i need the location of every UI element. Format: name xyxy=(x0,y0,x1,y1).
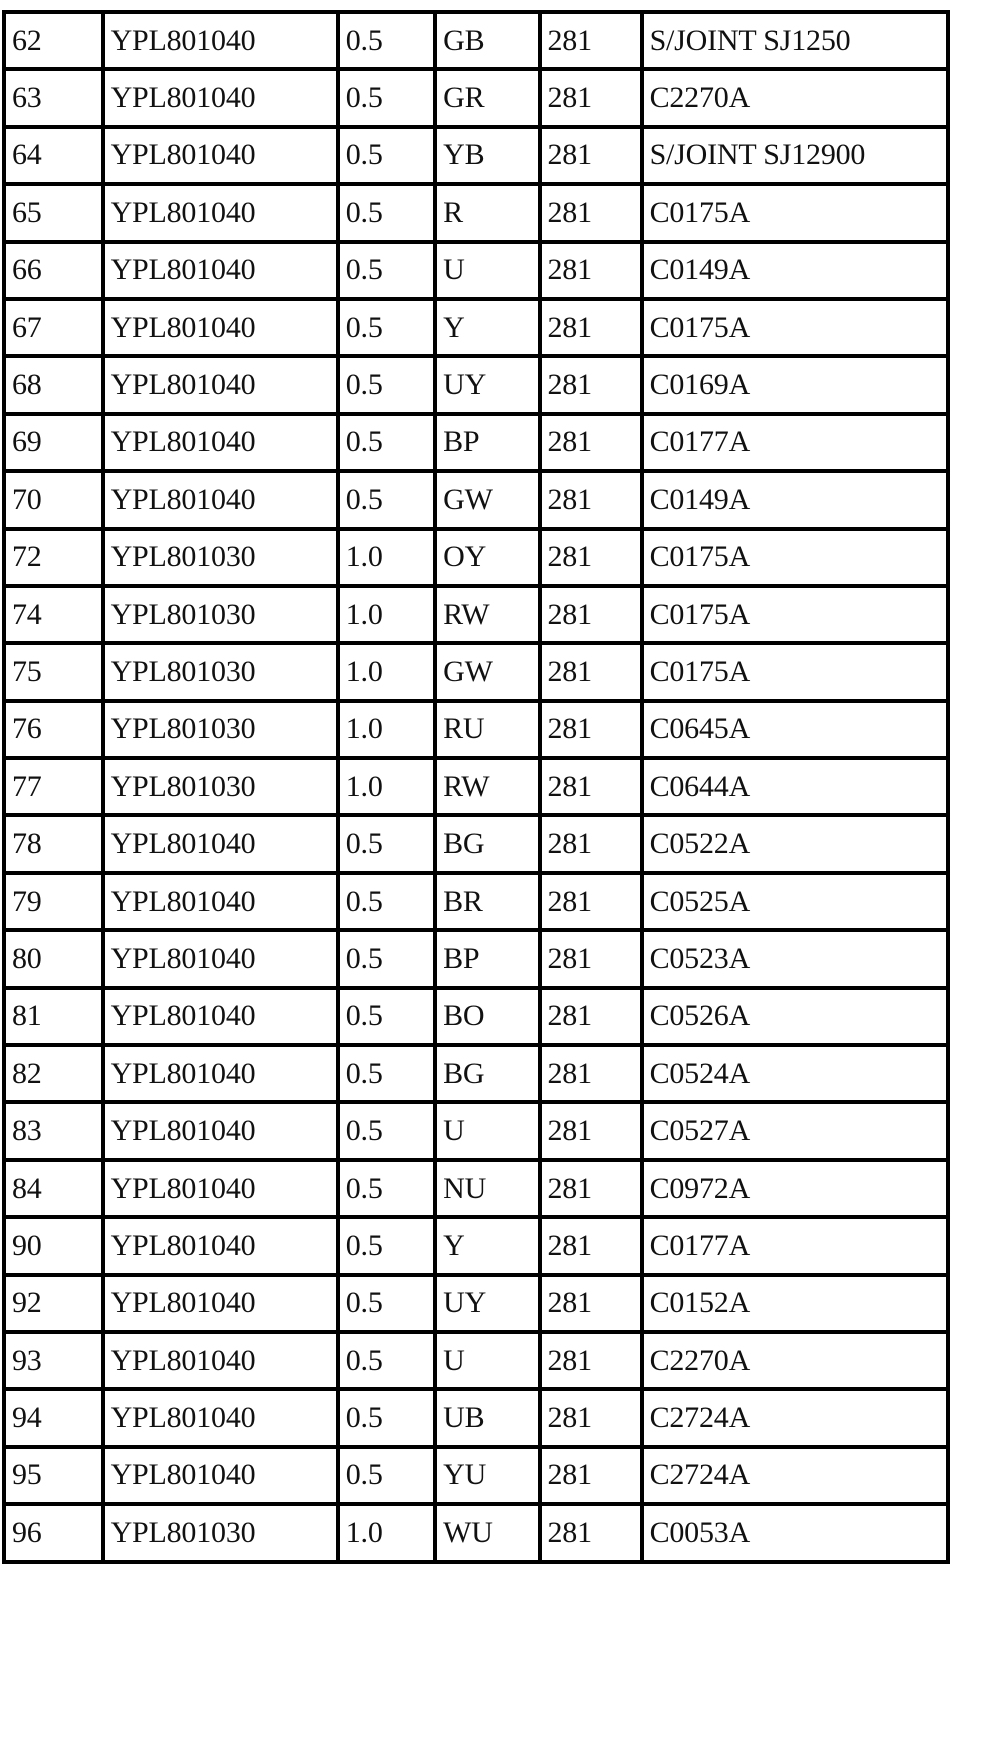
part-number-cell: YPL801040 xyxy=(105,186,336,239)
connector-cell: C2724A xyxy=(644,1391,946,1444)
connector-cell: C0645A xyxy=(644,703,946,756)
size-cell: 0.5 xyxy=(340,1219,433,1272)
table-row xyxy=(6,703,946,756)
color-cell: BR xyxy=(437,875,537,928)
connector-cell: C0175A xyxy=(644,645,946,698)
connector-cell: C0177A xyxy=(644,1219,946,1272)
table-row xyxy=(6,1219,946,1272)
table-row xyxy=(6,244,946,297)
code-cell: 281 xyxy=(542,1277,640,1330)
color-cell: GR xyxy=(437,71,537,124)
size-cell: 0.5 xyxy=(340,1334,433,1387)
color-cell: R xyxy=(437,186,537,239)
code-cell: 281 xyxy=(542,817,640,870)
part-number-cell: YPL801040 xyxy=(105,244,336,297)
wire-number-cell: 90 xyxy=(6,1219,101,1272)
connector-cell: C0523A xyxy=(644,932,946,985)
color-cell: RW xyxy=(437,760,537,813)
size-cell: 0.5 xyxy=(340,71,433,124)
size-cell: 0.5 xyxy=(340,244,433,297)
color-cell: BG xyxy=(437,1047,537,1100)
color-cell: RW xyxy=(437,588,537,641)
color-cell: YU xyxy=(437,1449,537,1502)
size-cell: 0.5 xyxy=(340,817,433,870)
connector-cell: C0053A xyxy=(644,1506,946,1559)
wire-number-cell: 94 xyxy=(6,1391,101,1444)
size-cell: 0.5 xyxy=(340,186,433,239)
table-row xyxy=(6,990,946,1043)
code-cell: 281 xyxy=(542,1104,640,1157)
color-cell: GW xyxy=(437,645,537,698)
table-row xyxy=(6,1104,946,1157)
size-cell: 0.5 xyxy=(340,1391,433,1444)
wire-number-cell: 64 xyxy=(6,129,101,182)
code-cell: 281 xyxy=(542,932,640,985)
table-row xyxy=(6,1277,946,1330)
part-number-cell: YPL801040 xyxy=(105,129,336,182)
size-cell: 0.5 xyxy=(340,1449,433,1502)
code-cell: 281 xyxy=(542,129,640,182)
code-cell: 281 xyxy=(542,244,640,297)
color-cell: BP xyxy=(437,932,537,985)
connector-cell: C0169A xyxy=(644,358,946,411)
color-cell: Y xyxy=(437,1219,537,1272)
table-row xyxy=(6,1391,946,1444)
connector-cell: C0644A xyxy=(644,760,946,813)
size-cell: 0.5 xyxy=(340,358,433,411)
color-cell: UY xyxy=(437,358,537,411)
color-cell: U xyxy=(437,1104,537,1157)
code-cell: 281 xyxy=(542,358,640,411)
wire-number-cell: 65 xyxy=(6,186,101,239)
wire-number-cell: 95 xyxy=(6,1449,101,1502)
part-number-cell: YPL801040 xyxy=(105,1162,336,1215)
connector-cell: S/JOINT SJ1250 xyxy=(644,14,946,67)
size-cell: 0.5 xyxy=(340,1047,433,1100)
size-cell: 0.5 xyxy=(340,301,433,354)
wire-number-cell: 67 xyxy=(6,301,101,354)
table-row xyxy=(6,186,946,239)
table-row xyxy=(6,932,946,985)
connector-cell: C0525A xyxy=(644,875,946,928)
color-cell: BG xyxy=(437,817,537,870)
table-row xyxy=(6,531,946,584)
size-cell: 0.5 xyxy=(340,473,433,526)
code-cell: 281 xyxy=(542,990,640,1043)
connector-cell: C0149A xyxy=(644,473,946,526)
table-row xyxy=(6,416,946,469)
table-row xyxy=(6,129,946,182)
wire-table xyxy=(2,10,950,1564)
part-number-cell: YPL801040 xyxy=(105,990,336,1043)
part-number-cell: YPL801040 xyxy=(105,473,336,526)
code-cell: 281 xyxy=(542,645,640,698)
size-cell: 1.0 xyxy=(340,588,433,641)
color-cell: RU xyxy=(437,703,537,756)
wire-number-cell: 70 xyxy=(6,473,101,526)
table-row xyxy=(6,760,946,813)
wire-number-cell: 96 xyxy=(6,1506,101,1559)
wire-number-cell: 79 xyxy=(6,875,101,928)
size-cell: 0.5 xyxy=(340,932,433,985)
color-cell: UY xyxy=(437,1277,537,1330)
part-number-cell: YPL801040 xyxy=(105,1219,336,1272)
part-number-cell: YPL801040 xyxy=(105,71,336,124)
connector-cell: C0177A xyxy=(644,416,946,469)
code-cell: 281 xyxy=(542,1219,640,1272)
size-cell: 0.5 xyxy=(340,416,433,469)
table-row xyxy=(6,71,946,124)
connector-cell: S/JOINT SJ12900 xyxy=(644,129,946,182)
connector-cell: C2724A xyxy=(644,1449,946,1502)
connector-cell: C0175A xyxy=(644,301,946,354)
wire-number-cell: 84 xyxy=(6,1162,101,1215)
wire-number-cell: 72 xyxy=(6,531,101,584)
wire-number-cell: 69 xyxy=(6,416,101,469)
part-number-cell: YPL801040 xyxy=(105,416,336,469)
wire-number-cell: 76 xyxy=(6,703,101,756)
code-cell: 281 xyxy=(542,1506,640,1559)
table-row xyxy=(6,1449,946,1502)
color-cell: BO xyxy=(437,990,537,1043)
connector-cell: C0524A xyxy=(644,1047,946,1100)
code-cell: 281 xyxy=(542,416,640,469)
wire-number-cell: 78 xyxy=(6,817,101,870)
wire-number-cell: 68 xyxy=(6,358,101,411)
color-cell: YB xyxy=(437,129,537,182)
wire-number-cell: 81 xyxy=(6,990,101,1043)
size-cell: 0.5 xyxy=(340,1162,433,1215)
connector-cell: C0526A xyxy=(644,990,946,1043)
wire-number-cell: 92 xyxy=(6,1277,101,1330)
size-cell: 1.0 xyxy=(340,645,433,698)
code-cell: 281 xyxy=(542,588,640,641)
connector-cell: C0152A xyxy=(644,1277,946,1330)
table-row xyxy=(6,473,946,526)
size-cell: 0.5 xyxy=(340,14,433,67)
size-cell: 0.5 xyxy=(340,875,433,928)
wire-number-cell: 80 xyxy=(6,932,101,985)
wire-number-cell: 93 xyxy=(6,1334,101,1387)
table-row xyxy=(6,875,946,928)
size-cell: 0.5 xyxy=(340,1277,433,1330)
part-number-cell: YPL801040 xyxy=(105,1104,336,1157)
code-cell: 281 xyxy=(542,1334,640,1387)
part-number-cell: YPL801030 xyxy=(105,703,336,756)
code-cell: 281 xyxy=(542,1162,640,1215)
size-cell: 1.0 xyxy=(340,531,433,584)
size-cell: 1.0 xyxy=(340,703,433,756)
part-number-cell: YPL801040 xyxy=(105,14,336,67)
part-number-cell: YPL801040 xyxy=(105,358,336,411)
part-number-cell: YPL801040 xyxy=(105,875,336,928)
part-number-cell: YPL801040 xyxy=(105,1277,336,1330)
code-cell: 281 xyxy=(542,703,640,756)
color-cell: GW xyxy=(437,473,537,526)
wire-number-cell: 77 xyxy=(6,760,101,813)
part-number-cell: YPL801040 xyxy=(105,1047,336,1100)
part-number-cell: YPL801030 xyxy=(105,588,336,641)
size-cell: 1.0 xyxy=(340,1506,433,1559)
color-cell: OY xyxy=(437,531,537,584)
table-row xyxy=(6,588,946,641)
part-number-cell: YPL801040 xyxy=(105,1391,336,1444)
code-cell: 281 xyxy=(542,760,640,813)
part-number-cell: YPL801040 xyxy=(105,932,336,985)
size-cell: 1.0 xyxy=(340,760,433,813)
connector-cell: C2270A xyxy=(644,1334,946,1387)
part-number-cell: YPL801040 xyxy=(105,1334,336,1387)
size-cell: 0.5 xyxy=(340,990,433,1043)
wire-number-cell: 62 xyxy=(6,14,101,67)
part-number-cell: YPL801030 xyxy=(105,760,336,813)
part-number-cell: YPL801040 xyxy=(105,301,336,354)
color-cell: NU xyxy=(437,1162,537,1215)
color-cell: BP xyxy=(437,416,537,469)
table-row xyxy=(6,1162,946,1215)
wire-number-cell: 74 xyxy=(6,588,101,641)
code-cell: 281 xyxy=(542,1047,640,1100)
code-cell: 281 xyxy=(542,531,640,584)
connector-cell: C0175A xyxy=(644,531,946,584)
code-cell: 281 xyxy=(542,71,640,124)
part-number-cell: YPL801030 xyxy=(105,645,336,698)
wire-table-body xyxy=(6,14,946,1560)
size-cell: 0.5 xyxy=(340,129,433,182)
size-cell: 0.5 xyxy=(340,1104,433,1157)
code-cell: 281 xyxy=(542,875,640,928)
wire-number-cell: 75 xyxy=(6,645,101,698)
part-number-cell: YPL801040 xyxy=(105,817,336,870)
color-cell: Y xyxy=(437,301,537,354)
part-number-cell: YPL801030 xyxy=(105,531,336,584)
color-cell: U xyxy=(437,244,537,297)
connector-cell: C0972A xyxy=(644,1162,946,1215)
connector-cell: C0175A xyxy=(644,588,946,641)
connector-cell: C0149A xyxy=(644,244,946,297)
table-row xyxy=(6,1506,946,1559)
code-cell: 281 xyxy=(542,301,640,354)
table-row xyxy=(6,817,946,870)
code-cell: 281 xyxy=(542,473,640,526)
table-row xyxy=(6,645,946,698)
table-row xyxy=(6,1334,946,1387)
code-cell: 281 xyxy=(542,1391,640,1444)
connector-cell: C2270A xyxy=(644,71,946,124)
code-cell: 281 xyxy=(542,186,640,239)
wire-number-cell: 83 xyxy=(6,1104,101,1157)
wire-number-cell: 82 xyxy=(6,1047,101,1100)
connector-cell: C0522A xyxy=(644,817,946,870)
wire-number-cell: 63 xyxy=(6,71,101,124)
table-row xyxy=(6,301,946,354)
part-number-cell: YPL801030 xyxy=(105,1506,336,1559)
table-row xyxy=(6,14,946,67)
color-cell: WU xyxy=(437,1506,537,1559)
connector-cell: C0175A xyxy=(644,186,946,239)
part-number-cell: YPL801040 xyxy=(105,1449,336,1502)
connector-cell: C0527A xyxy=(644,1104,946,1157)
color-cell: U xyxy=(437,1334,537,1387)
color-cell: GB xyxy=(437,14,537,67)
wire-number-cell: 66 xyxy=(6,244,101,297)
color-cell: UB xyxy=(437,1391,537,1444)
code-cell: 281 xyxy=(542,1449,640,1502)
table-row xyxy=(6,358,946,411)
table-row xyxy=(6,1047,946,1100)
code-cell: 281 xyxy=(542,14,640,67)
